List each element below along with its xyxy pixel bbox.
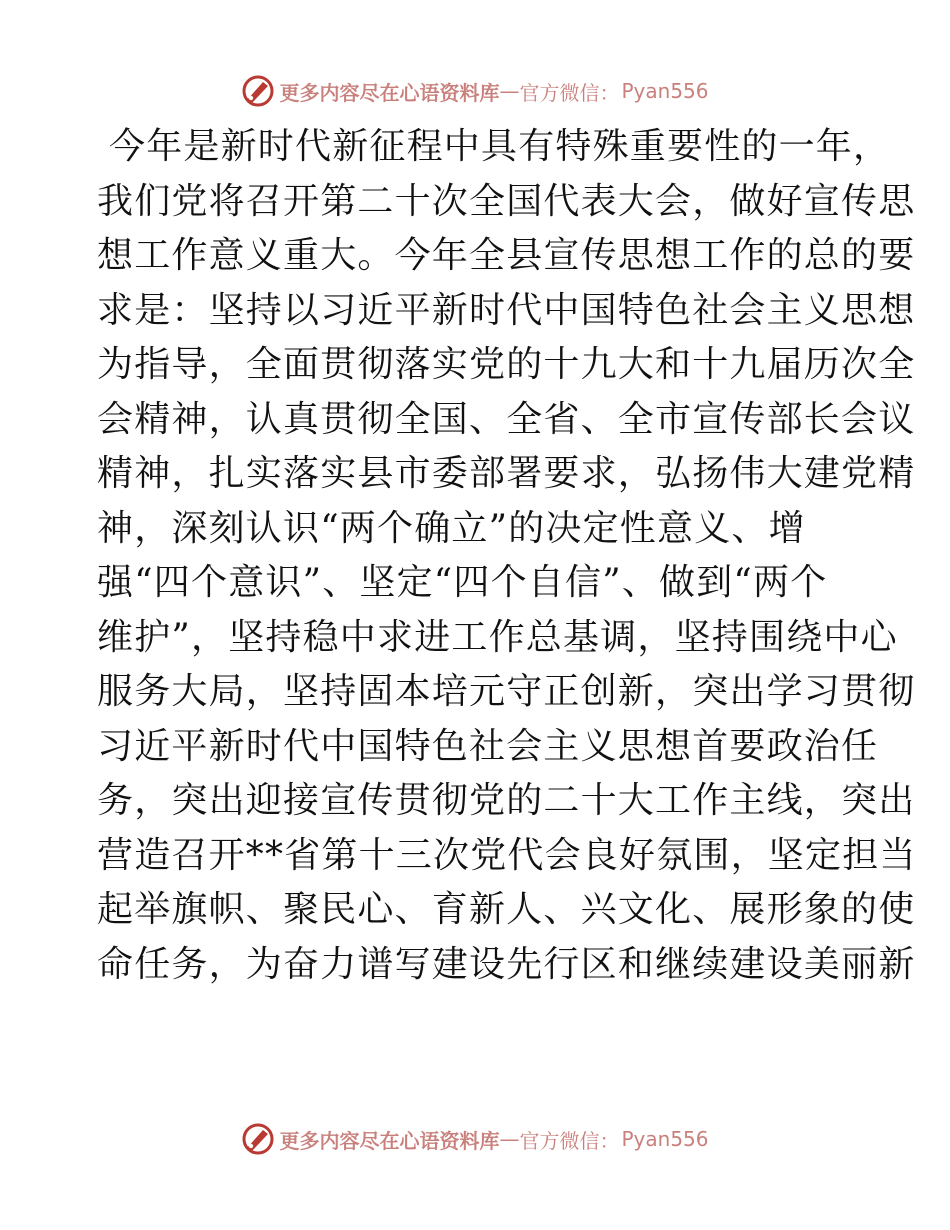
footer-wechat-id: Pyan556 [621, 1127, 709, 1151]
body-line-4: 求是：坚持以习近平新时代中国特色社会主义思想 [97, 289, 916, 331]
pen-circle-logo-icon [241, 74, 275, 108]
body-line-13: 务，突出迎接宣传贯彻党的二十大工作主线，突出 [97, 780, 916, 821]
body-line-3: 想工作意义重大。今年全县宣传思想工作的总的要 [97, 235, 916, 276]
document-body [97, 120, 917, 992]
body-line-14: 营造召开**省第十三次党代会良好氛围，坚定担当 [97, 834, 917, 876]
body-line-5: 为指导，全面贯彻落实党的十九大和十九届历次全 [97, 344, 916, 385]
body-line-9: 强“四个意识”、坚定“四个自信”、做到“两个 [97, 562, 828, 603]
footer-brand-text: 更多内容尽在心语资料库 [279, 1128, 500, 1153]
body-line-2: 我们党将召开第二十次全国代表大会，做好宣传思 [97, 180, 916, 222]
footer-separator: — [499, 1127, 520, 1151]
body-line-16: 命任务，为奋力谱写建设先行区和继续建设美丽新 [97, 943, 916, 985]
pen-circle-logo-icon [241, 1122, 275, 1156]
header-banner-content [241, 74, 708, 108]
body-line-6: 会精神，认真贯彻全国、全省、全市宣传部长会议 [97, 398, 916, 440]
header-banner [0, 71, 950, 111]
body-line-10: 维护”，坚持稳中求进工作总基调，坚持围绕中心 [97, 616, 898, 658]
header-brand-text: 更多内容尽在心语资料库 [279, 80, 500, 105]
footer-banner-content [241, 1122, 708, 1156]
body-line-8: 神，深刻认识“两个确立”的决定性意义、增 [97, 507, 806, 549]
body-line-11: 服务大局，坚持固本培元守正创新，突出学习贯彻 [97, 671, 916, 712]
body-line-1: 今年是新时代新征程中具有特殊重要性的一年， [109, 126, 891, 167]
header-wechat-id: Pyan556 [621, 79, 709, 103]
body-line-15: 起举旗帜、聚民心、育新人、兴文化、展形象的使 [97, 889, 916, 930]
header-wechat-label: 官方微信： [519, 80, 620, 105]
body-line-7: 精神，扎实落实县市委部署要求，弘扬伟大建党精 [97, 453, 916, 494]
body-line-12: 习近平新时代中国特色社会主义思想首要政治任 [97, 725, 879, 767]
footer-wechat-label: 官方微信： [519, 1128, 620, 1153]
footer-banner [0, 1119, 950, 1159]
header-separator: — [499, 79, 520, 103]
